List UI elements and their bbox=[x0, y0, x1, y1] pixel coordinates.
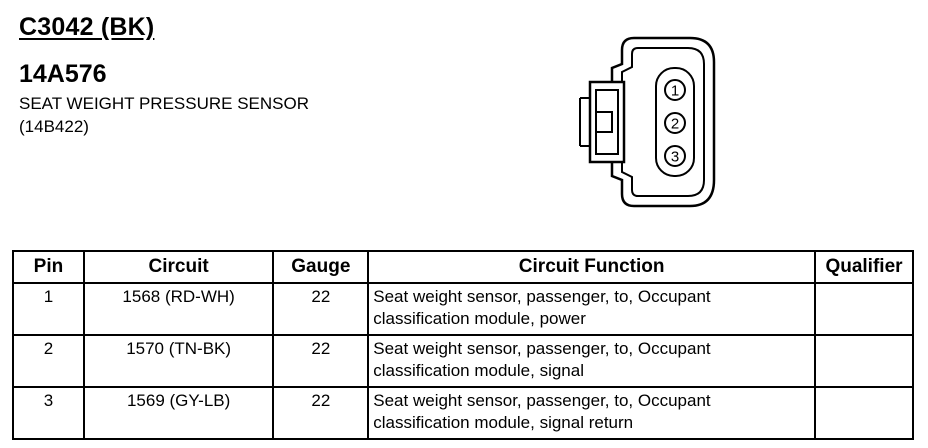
col-header-pin: Pin bbox=[13, 251, 84, 283]
pin-3 bbox=[665, 146, 685, 166]
cell-qualifier bbox=[815, 387, 913, 439]
cell-gauge: 22 bbox=[273, 335, 368, 387]
col-header-qualifier: Qualifier bbox=[815, 251, 913, 283]
alternate-part-number: (14B422) bbox=[19, 117, 89, 136]
table-row bbox=[13, 283, 913, 335]
col-header-circuit: Circuit bbox=[84, 251, 274, 283]
pin-1 bbox=[665, 80, 685, 100]
function-line: Seat weight sensor, passenger, to, Occupant bbox=[373, 287, 711, 306]
pinout-table bbox=[12, 250, 914, 440]
function-line: classification module, signal return bbox=[373, 413, 634, 432]
cell-pin: 2 bbox=[13, 335, 84, 387]
table-row bbox=[13, 335, 913, 387]
cell-qualifier bbox=[815, 283, 913, 335]
cell-qualifier bbox=[815, 335, 913, 387]
pin-label: 3 bbox=[670, 148, 680, 166]
pin-label: 1 bbox=[670, 82, 680, 100]
cell-circuit: 1570 (TN-BK) bbox=[84, 335, 274, 387]
cell-circuit-function bbox=[368, 335, 815, 387]
connector-id: C3042 (BK) bbox=[19, 13, 155, 41]
cell-pin: 3 bbox=[13, 387, 84, 439]
function-line: Seat weight sensor, passenger, to, Occupant bbox=[373, 339, 711, 358]
cell-pin: 1 bbox=[13, 283, 84, 335]
table-header-row bbox=[13, 251, 913, 283]
connector-face-diagram bbox=[572, 30, 722, 215]
component-description: SEAT WEIGHT PRESSURE SENSOR bbox=[19, 94, 310, 113]
function-line: classification module, signal bbox=[373, 361, 584, 380]
pin-2 bbox=[665, 113, 685, 133]
cell-gauge: 22 bbox=[273, 283, 368, 335]
function-line: Seat weight sensor, passenger, to, Occupant bbox=[373, 391, 711, 410]
cell-circuit: 1568 (RD-WH) bbox=[84, 283, 274, 335]
cell-circuit-function bbox=[368, 387, 815, 439]
cell-gauge: 22 bbox=[273, 387, 368, 439]
connector-inner-housing bbox=[622, 48, 704, 196]
pin-label: 2 bbox=[670, 115, 680, 133]
col-header-gauge: Gauge bbox=[273, 251, 368, 283]
col-header-circuit-function: Circuit Function bbox=[368, 251, 815, 283]
cell-circuit-function bbox=[368, 283, 815, 335]
cell-circuit: 1569 (GY-LB) bbox=[84, 387, 274, 439]
table-row bbox=[13, 387, 913, 439]
connector-outer-housing bbox=[612, 38, 714, 206]
part-number: 14A576 bbox=[19, 60, 107, 88]
function-line: classification module, power bbox=[373, 309, 586, 328]
